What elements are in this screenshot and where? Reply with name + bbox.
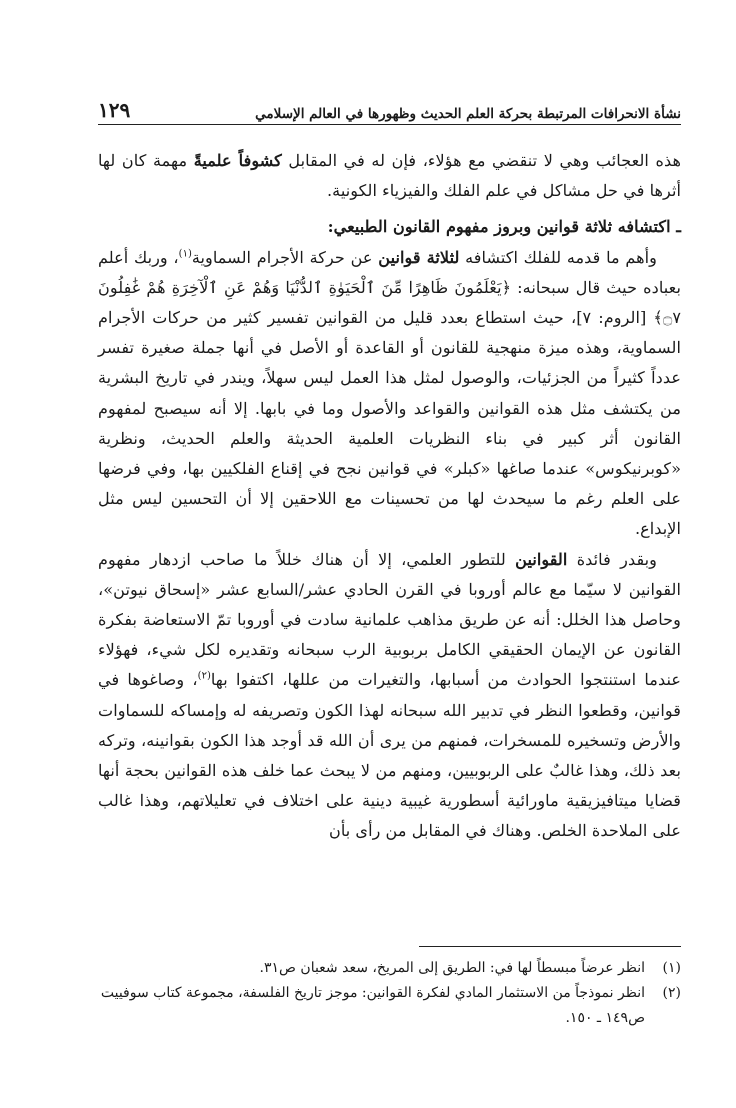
text-run: للتطور العلمي، إلا أن هناك خللاً ما صاحب ازدهار مفهوم القوانين لا سيّما مع عالم أوروبا في القرن الحادي عشر/السابع عشر «إسحاق نيوتن»، وحاصل هذا الخلل: أنه عن طريق مذاهب علمانية سادت في أوروبا تمّ الاستعاضة بفكرة القانون عن الإيمان الحقيقي الكامل بربوبية الرب سبحانه وتقديره لكل شيء، فهؤلاء عندما استنتجوا الحوادث من أسبابها، والتغيرات من عللها، اكتفوا بها: [98, 549, 681, 690]
text-run: هذه العجائب وهي لا تنقضي مع هؤلاء، فإن له في المقابل: [281, 151, 681, 170]
footnote-text: انظر نموذجاً من الاستثمار المادي لفكرة القوانين: موجز تاريخ الفلسفة، مجموعة كتاب سوفييت ص١٤٩ ـ ١٥٠.: [100, 985, 645, 1026]
footnote-separator: [419, 946, 681, 947]
footnote-ref[interactable]: (١): [178, 248, 192, 260]
text-run: وأهم ما قدمه للفلك اكتشافه: [459, 247, 657, 267]
footnote-ref[interactable]: (٢): [197, 671, 211, 683]
bold-term: كشوفاً علميةً: [193, 151, 282, 170]
footnote-text: انظر عرضاً مبسطاً لها في: الطريق إلى المريخ، سعد شعبان ص٣١.: [259, 960, 645, 976]
footnote-item: [98, 956, 681, 981]
bold-term: القوانين: [515, 549, 568, 569]
page-header: [98, 96, 681, 122]
footnote-item: [98, 981, 681, 1031]
section-heading: ـ اكتشافه ثلاثة قوانين وبروز مفهوم القانون الطبيعي:: [327, 217, 681, 237]
paragraph-2: [98, 243, 681, 545]
running-title: نشأة الانحرافات المرتبطة بحركة العلم الحديث وظهورها في العالم الإسلامي: [255, 106, 681, 122]
body-text: [98, 146, 681, 847]
text-run: وبقدر فائدة: [567, 549, 657, 569]
text-run: ، وربك أعلم بعباده حيث قال سبحانه: ﴿يَعْلَمُونَ ظَاهِرًا مِّنَ ٱلْحَيَوٰةِ ٱلدُّنْيَا وَهُمْ عَنِ ٱلْآخِرَةِ هُمْ غَٰفِلُونَ ۝٧﴾ [الروم: ٧]، حيث استطاع بعدد قليل من القوانين تفسير كثير من حركات الأجرام السماوية، وهذه ميزة منهجية للقانون أو القاعدة أو الأصل في أنها جملة صغيرة تفسر عدداً كثيراً من الجزئيات، والوصول لمثل هذا العمل ليس سهلاً، ويندر في تاريخ البشرية من يكتشف مثل هذه القوانين والقواعد والأصول وما في بابها. إلا أنه سيصبح لمفهوم القانون أثر كبير في بناء النظريات العلمية الحديثة والعلم الحديث، ونظرية «كوبرنيكوس» عندما صاغها «كبلر» في قوانين نجح في إقناع الفلكيين بها، وفي فرضها على العلم رغم ما سيحدث لها من تحسينات مع اللاحقين إلا أن التحسين ليس مثل الإبداع.: [98, 247, 682, 539]
text-run: عن حركة الأجرام السماوية: [191, 247, 379, 267]
bold-term: لثلاثة قوانين: [378, 247, 460, 267]
paragraph-1: [98, 146, 681, 206]
paragraph-3: [98, 545, 681, 847]
footnotes: [98, 956, 681, 1031]
header-rule: [98, 124, 681, 125]
text-run: ، وصاغوها في قوانين، وقطعوا النظر في تدبير الله سبحانه لهذا الكون وتصريفه له وإمساكه للسماوات والأرض وتسخيره للمسخرات، فمنهم من يرى أن الله قد أوجد هذا الكون بقوانينه، وتركه بعد ذلك، وهذا غالبٌ على الربوبيين، ومنهم من لا يبحث عما خلف هذه القوانين بحجة أنها قضايا ميتافيزيقية ماورائية أسطورية غيبية دينية على اختلاف في تعليلاتهم، وهذا غالب على الملاحدة الخلص. وهناك في المقابل من رأى بأن: [98, 670, 681, 841]
footnote-number: (١): [662, 960, 681, 976]
text-run: مهمة كان لها أثرها في حل مشاكل في علم الفلك والفيزياء الكونية.: [98, 151, 681, 201]
page-number: ١٢٩: [98, 98, 131, 122]
footnote-number: (٢): [662, 985, 681, 1001]
